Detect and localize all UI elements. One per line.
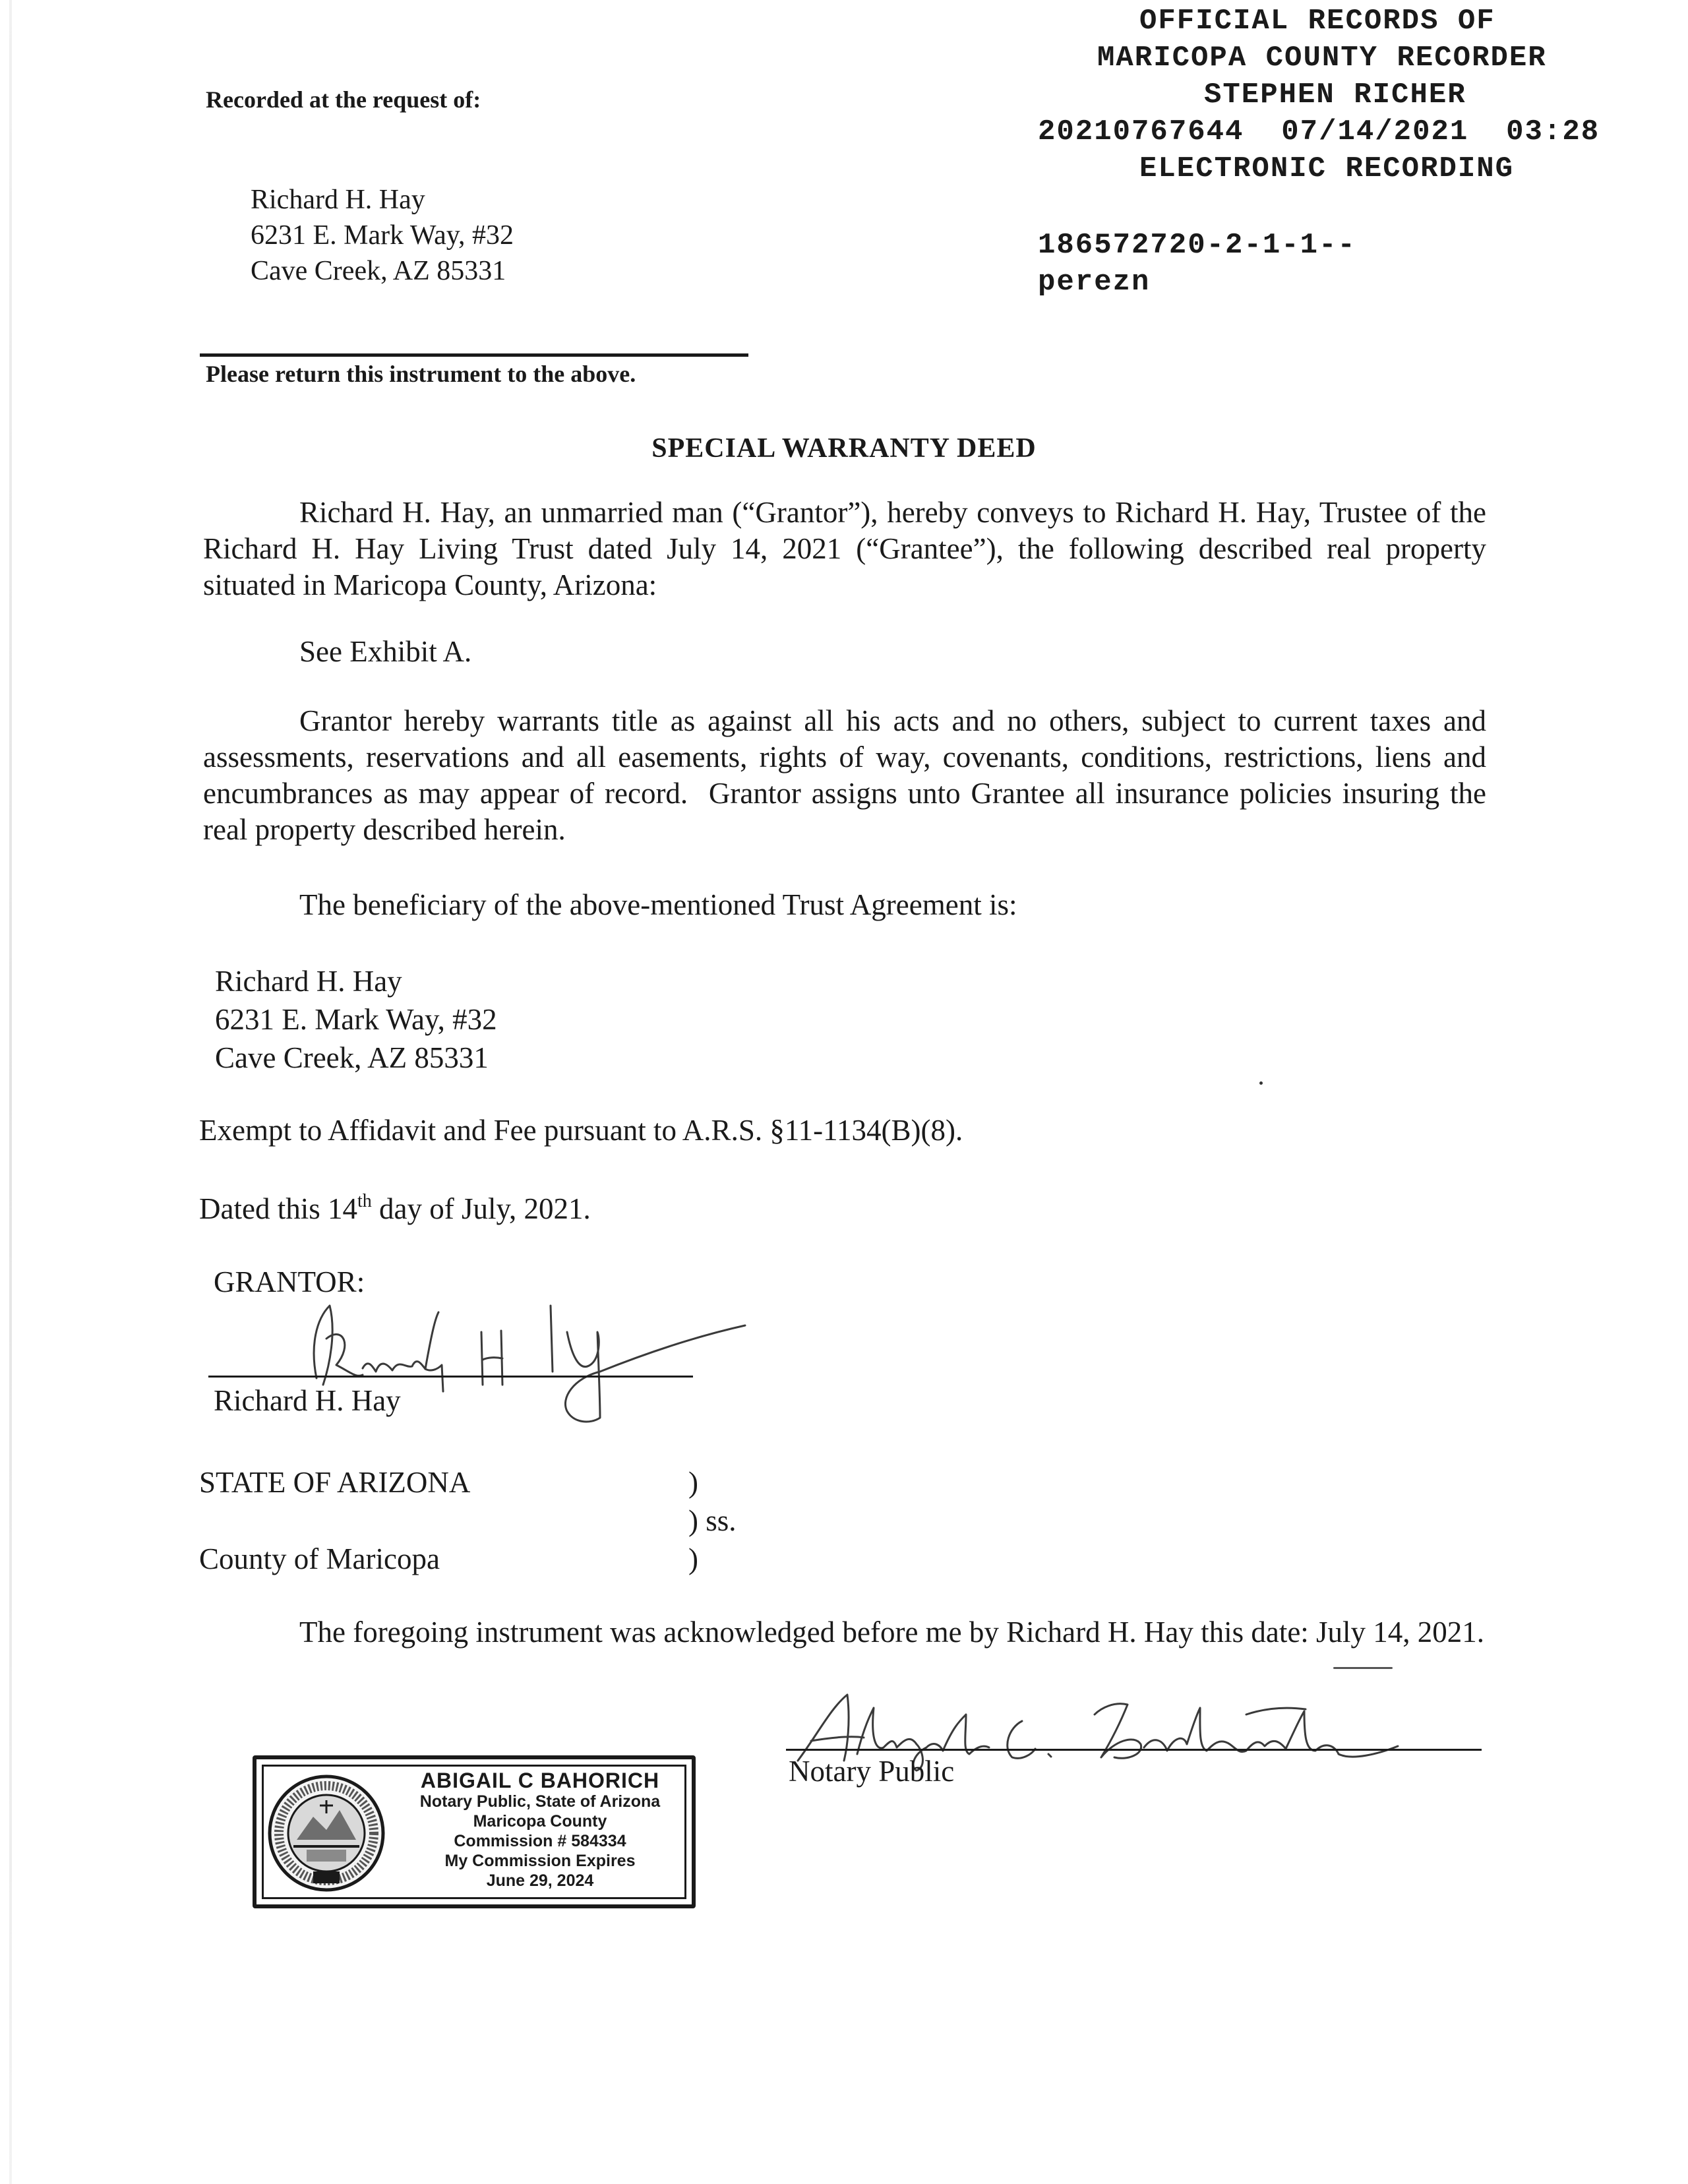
venue-ss: ) ss. — [688, 1504, 737, 1537]
state-seal-icon — [267, 1774, 386, 1893]
recorder-clerk: perezn — [1038, 266, 1151, 299]
grantor-printed-name: Richard H. Hay — [214, 1384, 401, 1417]
venue-bracket-top: ) — [688, 1466, 698, 1499]
beneficiary-intro: The beneficiary of the above-mentioned Trust Agreement is: — [299, 888, 1017, 921]
requester-name: Richard H. Hay — [251, 185, 425, 215]
recording-number-date: 20210767644 07/14/2021 03:28 — [1038, 115, 1600, 148]
scan-mark — [1333, 1667, 1393, 1669]
notary-public-label: Notary Public — [789, 1755, 955, 1788]
recorder-line-1: OFFICIAL RECORDS OF — [1139, 5, 1495, 38]
conveyance-paragraph: Richard H. Hay, an unmarried man (“Grantor”), hereby conveys to Richard H. Hay, Trustee of the Richard H. Hay Living Trust dated July 14, 2021 (“Grantee”), the following described real property situated in Maricopa County, Arizona: — [203, 496, 1486, 601]
notary-stamp — [253, 1755, 696, 1908]
notary-stamp-county: Maricopa County — [473, 1812, 607, 1831]
recording-type: ELECTRONIC RECORDING — [1139, 152, 1515, 185]
scan-edge — [9, 0, 12, 2184]
beneficiary-city: Cave Creek, AZ 85331 — [215, 1041, 489, 1074]
scan-speck — [1259, 1081, 1263, 1085]
recording-id: 186572720-2-1-1-- — [1038, 229, 1356, 262]
return-note: Please return this instrument to the above. — [206, 361, 636, 387]
notary-stamp-commission: Commission # 584334 — [454, 1832, 626, 1850]
acknowledgment-paragraph: The foregoing instrument was acknowledged before me by Richard H. Hay this date: July 14, 2021. — [299, 1616, 1485, 1649]
recorded-request-label: Recorded at the request of: — [206, 86, 481, 113]
return-rule — [200, 353, 748, 357]
deed-title: SPECIAL WARRANTY DEED — [651, 433, 1037, 464]
notary-signature-line — [786, 1749, 1482, 1751]
venue-bracket-bottom: ) — [688, 1542, 698, 1575]
notary-stamp-title: Notary Public, State of Arizona — [419, 1792, 661, 1811]
venue-state: STATE OF ARIZONA — [199, 1466, 471, 1499]
venue-county: County of Maricopa — [199, 1542, 440, 1575]
dated-suffix-ordinal: th — [357, 1191, 372, 1211]
notary-stamp-expires-label: My Commission Expires — [444, 1852, 636, 1870]
beneficiary-name: Richard H. Hay — [215, 965, 402, 998]
grantor-label: GRANTOR: — [214, 1265, 365, 1298]
notary-stamp-name: ABIGAIL C BAHORICH — [420, 1769, 660, 1792]
requester-street: 6231 E. Mark Way, #32 — [251, 220, 514, 251]
requester-city: Cave Creek, AZ 85331 — [251, 256, 506, 286]
notary-stamp-expires-date: June 29, 2024 — [486, 1871, 594, 1890]
exemption-statement: Exempt to Affidavit and Fee pursuant to A.R.S. §11-1134(B)(8). — [199, 1114, 963, 1147]
warranty-paragraph: Grantor hereby warrants title as against all his acts and no others, subject to current taxes and assessments, reservations and all easements, rights of way, covenants, conditions, restrictions, liens and encumbrances as may appear of record. Grantor assigns unto Grantee all insurance policies insuring the real property described herein. — [203, 704, 1494, 846]
recorder-line-2: MARICOPA COUNTY RECORDER — [1097, 42, 1547, 75]
dated-suffix: day of July, 2021. — [371, 1192, 591, 1225]
dated-prefix: Dated this 14 — [199, 1192, 357, 1225]
grantor-signature-line — [208, 1376, 693, 1378]
dated-line — [199, 1191, 591, 1226]
beneficiary-street: 6231 E. Mark Way, #32 — [215, 1003, 497, 1036]
exhibit-reference: See Exhibit A. — [299, 635, 472, 668]
recorder-line-3: STEPHEN RICHER — [1204, 78, 1466, 111]
